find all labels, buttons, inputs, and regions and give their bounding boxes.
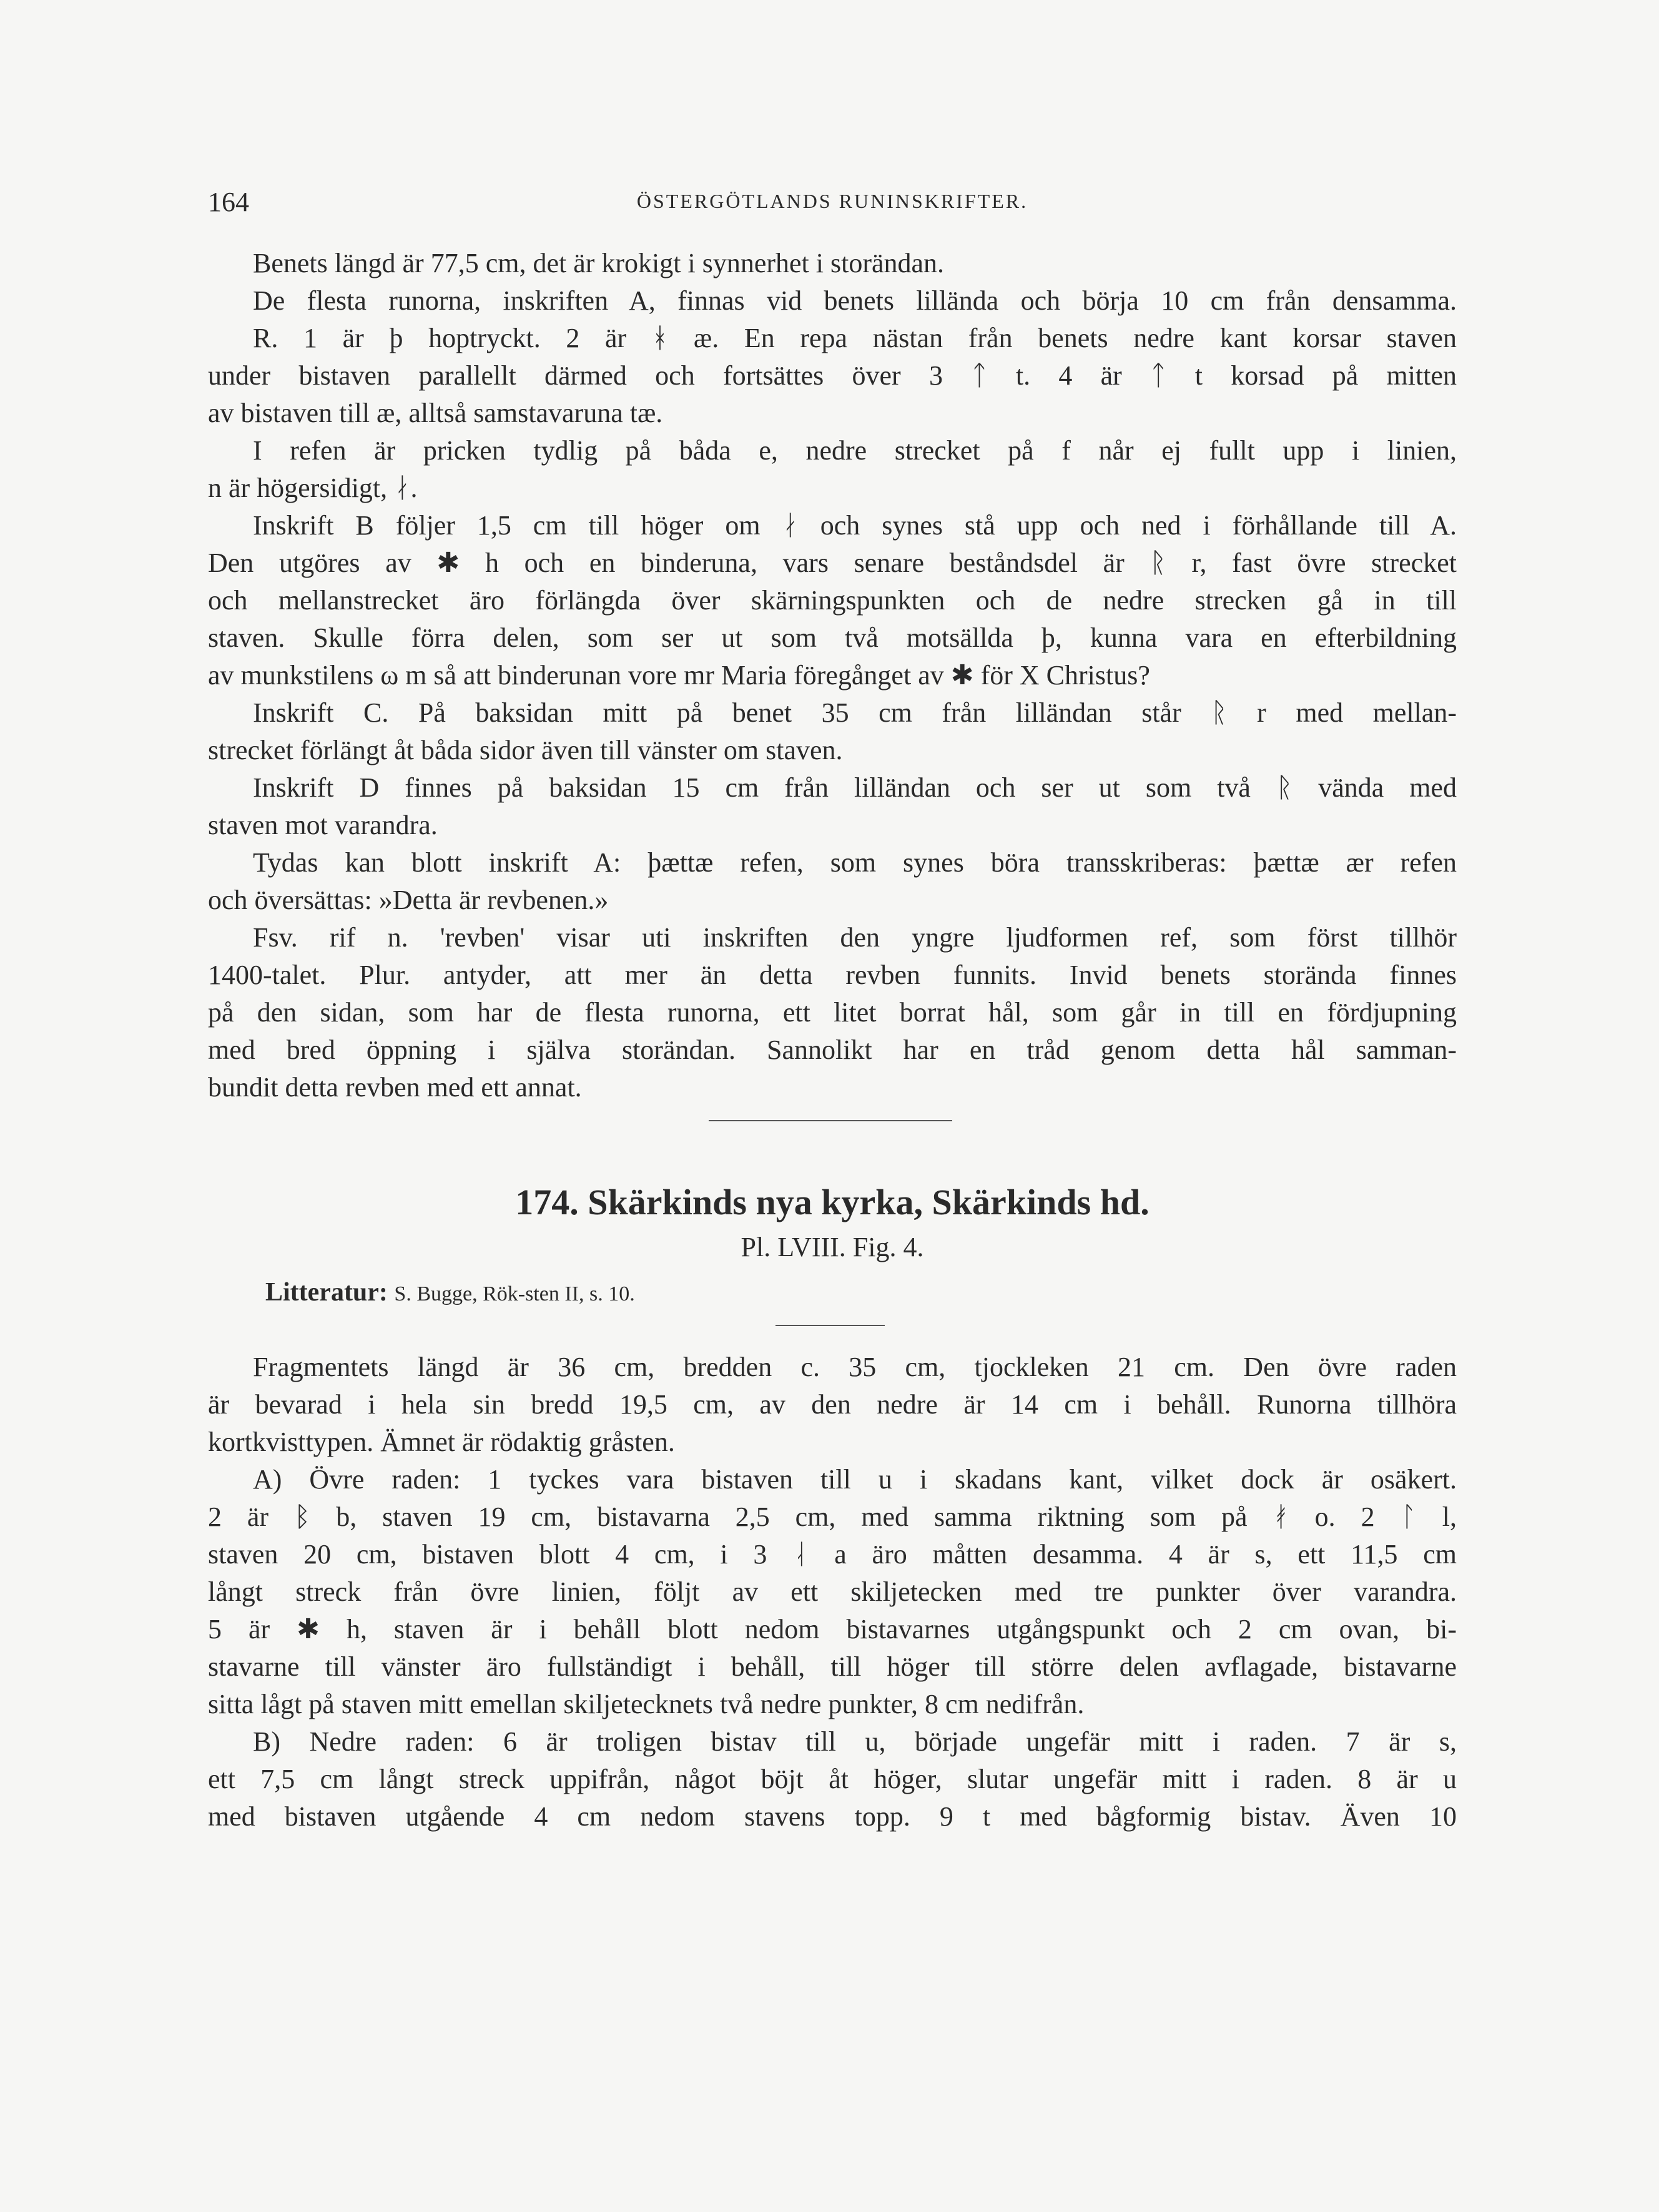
text-line: R. 1 är þ hoptryckt. 2 är ᚼ æ. En repa nästan från benets nedre kant korsar staven [253,323,1457,353]
text-line: staven. Skulle förra delen, som ser ut som två motsällda þ, kunna vara en efterbildning [208,622,1457,653]
text-line: Inskrift C. På baksidan mitt på benet 35 cm från lilländan står ᚱ r med mellan- [253,697,1457,728]
text-line: Den utgöres av ✱ h och en binderuna, vars senare beståndsdel är ᚱ r, fast övre strecket [208,548,1457,578]
text-line: A) Övre raden: 1 tyckes vara bistaven till u i skadans kant, vilket dock är osäkert. [253,1464,1457,1495]
text-line: av munkstilens ω m så att binderunan vore mr Maria föregånget av ✱ för X Christus? [208,660,1150,691]
text-line: strecket förlängt åt båda sidor även till vänster om staven. [208,735,843,765]
text-line: 2 är ᛒ b, staven 19 cm, bistavarna 2,5 cm, med samma riktning som på ᚯ o. 2 ᛚ l, [208,1502,1457,1532]
text-line: I refen är pricken tydlig på båda e, nedre strecket på f når ej fullt upp i linien, [253,435,1457,466]
text-line: sitta lågt på staven mitt emellan skiljetecknets två nedre punkter, 8 cm nedifrån. [208,1689,1085,1719]
text-line: av bistaven till æ, alltså samstavaruna tæ. [208,398,663,428]
text-line: 5 är ✱ h, staven är i behåll blott nedom bistavarnes utgångspunkt och 2 cm ovan, bi- [208,1614,1457,1644]
text-line: med bred öppning i själva storändan. Sannolikt har en tråd genom detta hål samman- [208,1035,1457,1065]
text-line: Benets längd är 77,5 cm, det är krokigt i synnerhet i storändan. [253,248,945,278]
text-line: De flesta runorna, inskriften A, finnas vid benets lillända och börja 10 cm från densamma. [253,285,1457,316]
text-line: B) Nedre raden: 6 är troligen bistav till u, började ungefär mitt i raden. 7 är s, [253,1726,1457,1757]
text-line: Inskrift B följer 1,5 cm till höger om ᛅ och synes stå upp och ned i förhållande till A. [253,510,1457,541]
plate-reference: Pl. LVIII. Fig. 4. [741,1232,924,1262]
text-line: långt streck från övre linien, följt av ett skiljetecken med tre punkter över varandra. [208,1576,1457,1607]
text-line: Tydas kan blott inskrift A: þættæ refen, som synes böra transskriberas: þættæ ær refen [253,847,1457,878]
text-line: ett 7,5 cm långt streck uppifrån, något böjt åt höger, slutar ungefär mitt i raden. 8 är u [208,1764,1457,1794]
literature-divider [775,1325,885,1326]
text-line: 1400-talet. Plur. antyder, att mer än detta revben funnits. Invid benets storända finnes [208,960,1457,990]
literature-label: Litteratur: [265,1278,388,1307]
text-line: staven 20 cm, bistaven blott 4 cm, i 3 ᛆ a äro måtten desamma. 4 är s, ett 11,5 cm [208,1539,1457,1570]
running-head: ÖSTERGÖTLANDS RUNINSKRIFTER. [636,190,1028,212]
text-line: stavarne till vänster äro fullständigt i behåll, till höger till större delen avflagade, bistavarne [208,1651,1457,1682]
text-line: och översättas: »Detta är revbenen.» [208,885,609,915]
section-divider [709,1120,952,1121]
text-line: Fragmentets längd är 36 cm, bredden c. 35 cm, tjockleken 21 cm. Den övre raden [253,1352,1457,1382]
page-header [208,186,1457,224]
text-line: staven mot varandra. [208,810,438,840]
text-line: med bistaven utgående 4 cm nedom stavens topp. 9 t med bågformig bistav. Även 10 [208,1801,1457,1832]
text-line: n är högersidigt, ᛅ. [208,473,418,503]
literature-text: S. Bugge, Rök-sten II, s. 10. [394,1282,635,1305]
section-title: 174. Skärkinds nya kyrka, Skärkinds hd. [515,1182,1149,1222]
text-line: och mellanstrecket äro förlängda över skärningspunkten och de nedre strecken gå in till [208,585,1457,616]
section-2-body [208,1349,1457,1836]
text-line: kortkvisttypen. Ämnet är rödaktig gråsten. [208,1427,675,1457]
text-line: under bistaven parallellt därmed och fortsättes över 3 ᛏ t. 4 är ᛏ t korsad på mitten [208,360,1457,391]
section-1-body [208,245,1457,1106]
literature-reference [265,1277,635,1307]
text-line: på den sidan, som har de flesta runorna, ett litet borrat hål, som går in till en fördjupning [208,997,1457,1028]
text-line: Fsv. rif n. 'revben' visar uti inskriften den yngre ljudformen ref, som först tillhör [253,922,1457,953]
text-line: är bevarad i hela sin bredd 19,5 cm, av den nedre är 14 cm i behåll. Runorna tillhöra [208,1389,1457,1420]
text-line: Inskrift D finnes på baksidan 15 cm från lilländan och ser ut som två ᚱ vända med [253,772,1457,803]
text-line: bundit detta revben med ett annat. [208,1072,582,1103]
page-number: 164 [208,187,249,217]
